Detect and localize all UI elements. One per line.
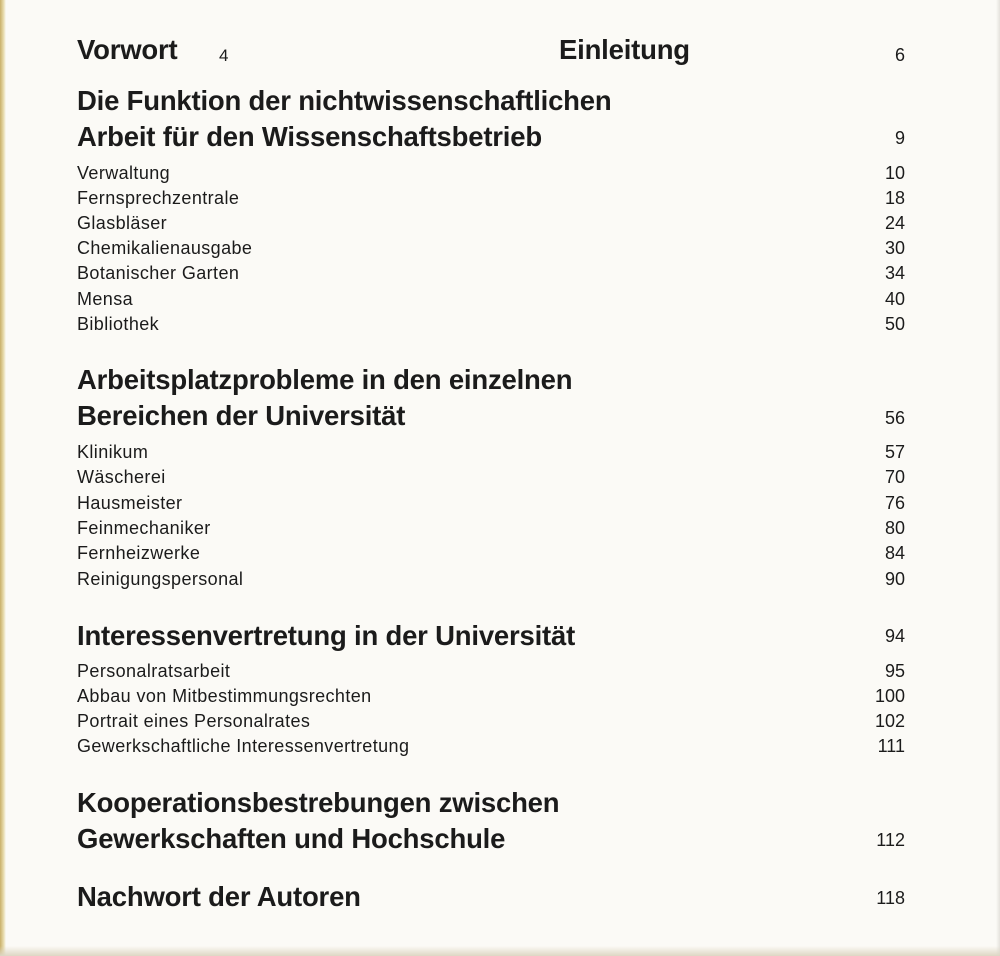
toc-section4-title-line1: Kooperationsbestrebungen zwischen	[77, 787, 560, 818]
toc-entry-page: 10	[884, 163, 905, 183]
toc-entry	[77, 213, 905, 239]
toc-entry-label: Abbau von Mitbestimmungsrechten	[77, 686, 372, 706]
toc-entry-label: Feinmechaniker	[77, 518, 211, 538]
toc-entry	[77, 188, 905, 214]
table-of-contents	[77, 0, 905, 956]
toc-section3-page: 94	[884, 626, 905, 646]
toc-section5-page: 118	[876, 888, 905, 908]
toc-entry-label: Bibliothek	[77, 314, 160, 334]
toc-entry	[77, 493, 905, 519]
toc-entry-page: 80	[884, 518, 905, 538]
toc-entry	[77, 518, 905, 544]
toc-entry-label: Fernheizwerke	[77, 543, 201, 563]
toc-entry-page: 18	[884, 188, 905, 208]
toc-einleitung-page: 6	[894, 45, 905, 65]
toc-entry	[77, 736, 905, 762]
toc-entry-page: 30	[884, 238, 905, 258]
toc-section2-page: 56	[884, 408, 905, 428]
toc-entry-label: Reinigungspersonal	[77, 569, 244, 589]
toc-section2-title-line2: Bereichen der Universität	[77, 400, 406, 431]
toc-entry-label: Fernsprechzentrale	[77, 188, 240, 208]
toc-entry-label: Gewerkschaftliche Interessenvertretung	[77, 736, 410, 756]
toc-entry-label: Wäscherei	[77, 467, 166, 487]
toc-entry-page: 50	[884, 314, 905, 334]
toc-entry-label: Hausmeister	[77, 493, 183, 513]
toc-entry-page: 76	[884, 493, 905, 513]
toc-entry	[77, 238, 905, 264]
toc-entry	[77, 263, 905, 289]
toc-section1-title-line1: Die Funktion der nichtwissenschaftlichen	[77, 85, 612, 116]
toc-entry-page: 34	[884, 263, 905, 283]
toc-entry-page: 24	[884, 213, 905, 233]
toc-entry-page: 111	[877, 736, 905, 756]
toc-entry-page: 102	[874, 711, 905, 731]
toc-vorwort-page: 4	[219, 46, 229, 65]
toc-section1-title-line2: Arbeit für den Wissenschaftsbetrieb	[77, 121, 542, 152]
toc-entry-label: Botanischer Garten	[77, 263, 240, 283]
toc-entry	[77, 163, 905, 189]
toc-entry-label: Personalratsarbeit	[77, 661, 231, 681]
toc-section4-title-line2: Gewerkschaften und Hochschule	[77, 823, 506, 854]
toc-section2-title-line1: Arbeitsplatzprobleme in den einzelnen	[77, 364, 573, 395]
toc-entry-label: Portrait eines Personalrates	[77, 711, 311, 731]
toc-entry-page: 90	[884, 569, 905, 589]
toc-entry-page: 70	[884, 467, 905, 487]
toc-entry	[77, 686, 905, 712]
toc-entry-label: Glasbläser	[77, 213, 168, 233]
toc-section1-page: 9	[894, 128, 905, 148]
toc-entry-page: 84	[884, 543, 905, 563]
toc-entry-label: Chemikalienausgabe	[77, 238, 253, 258]
toc-section3-title: Interessenvertretung in der Universität	[77, 620, 576, 651]
toc-entry-page: 100	[874, 686, 905, 706]
toc-entry-label: Verwaltung	[77, 163, 171, 183]
toc-entry	[77, 661, 905, 687]
toc-entry-page: 95	[884, 661, 905, 681]
toc-section4-page: 112	[876, 830, 905, 850]
toc-entry	[77, 711, 905, 737]
toc-entry	[77, 289, 905, 315]
page-edge-left	[0, 0, 6, 956]
page-edge-right	[996, 0, 1000, 956]
toc-entry-label: Klinikum	[77, 442, 149, 462]
toc-section5-title: Nachwort der Autoren	[77, 881, 361, 912]
toc-entry-label: Mensa	[77, 289, 134, 309]
toc-entry-page: 40	[884, 289, 905, 309]
toc-entry	[77, 467, 905, 493]
toc-entry-page: 57	[884, 442, 905, 462]
toc-vorwort-title: Vorwort	[77, 34, 178, 65]
toc-entry	[77, 543, 905, 569]
toc-einleitung-title: Einleitung	[559, 34, 690, 65]
toc-entry	[77, 442, 905, 468]
toc-entry	[77, 569, 905, 595]
toc-entry	[77, 314, 905, 340]
